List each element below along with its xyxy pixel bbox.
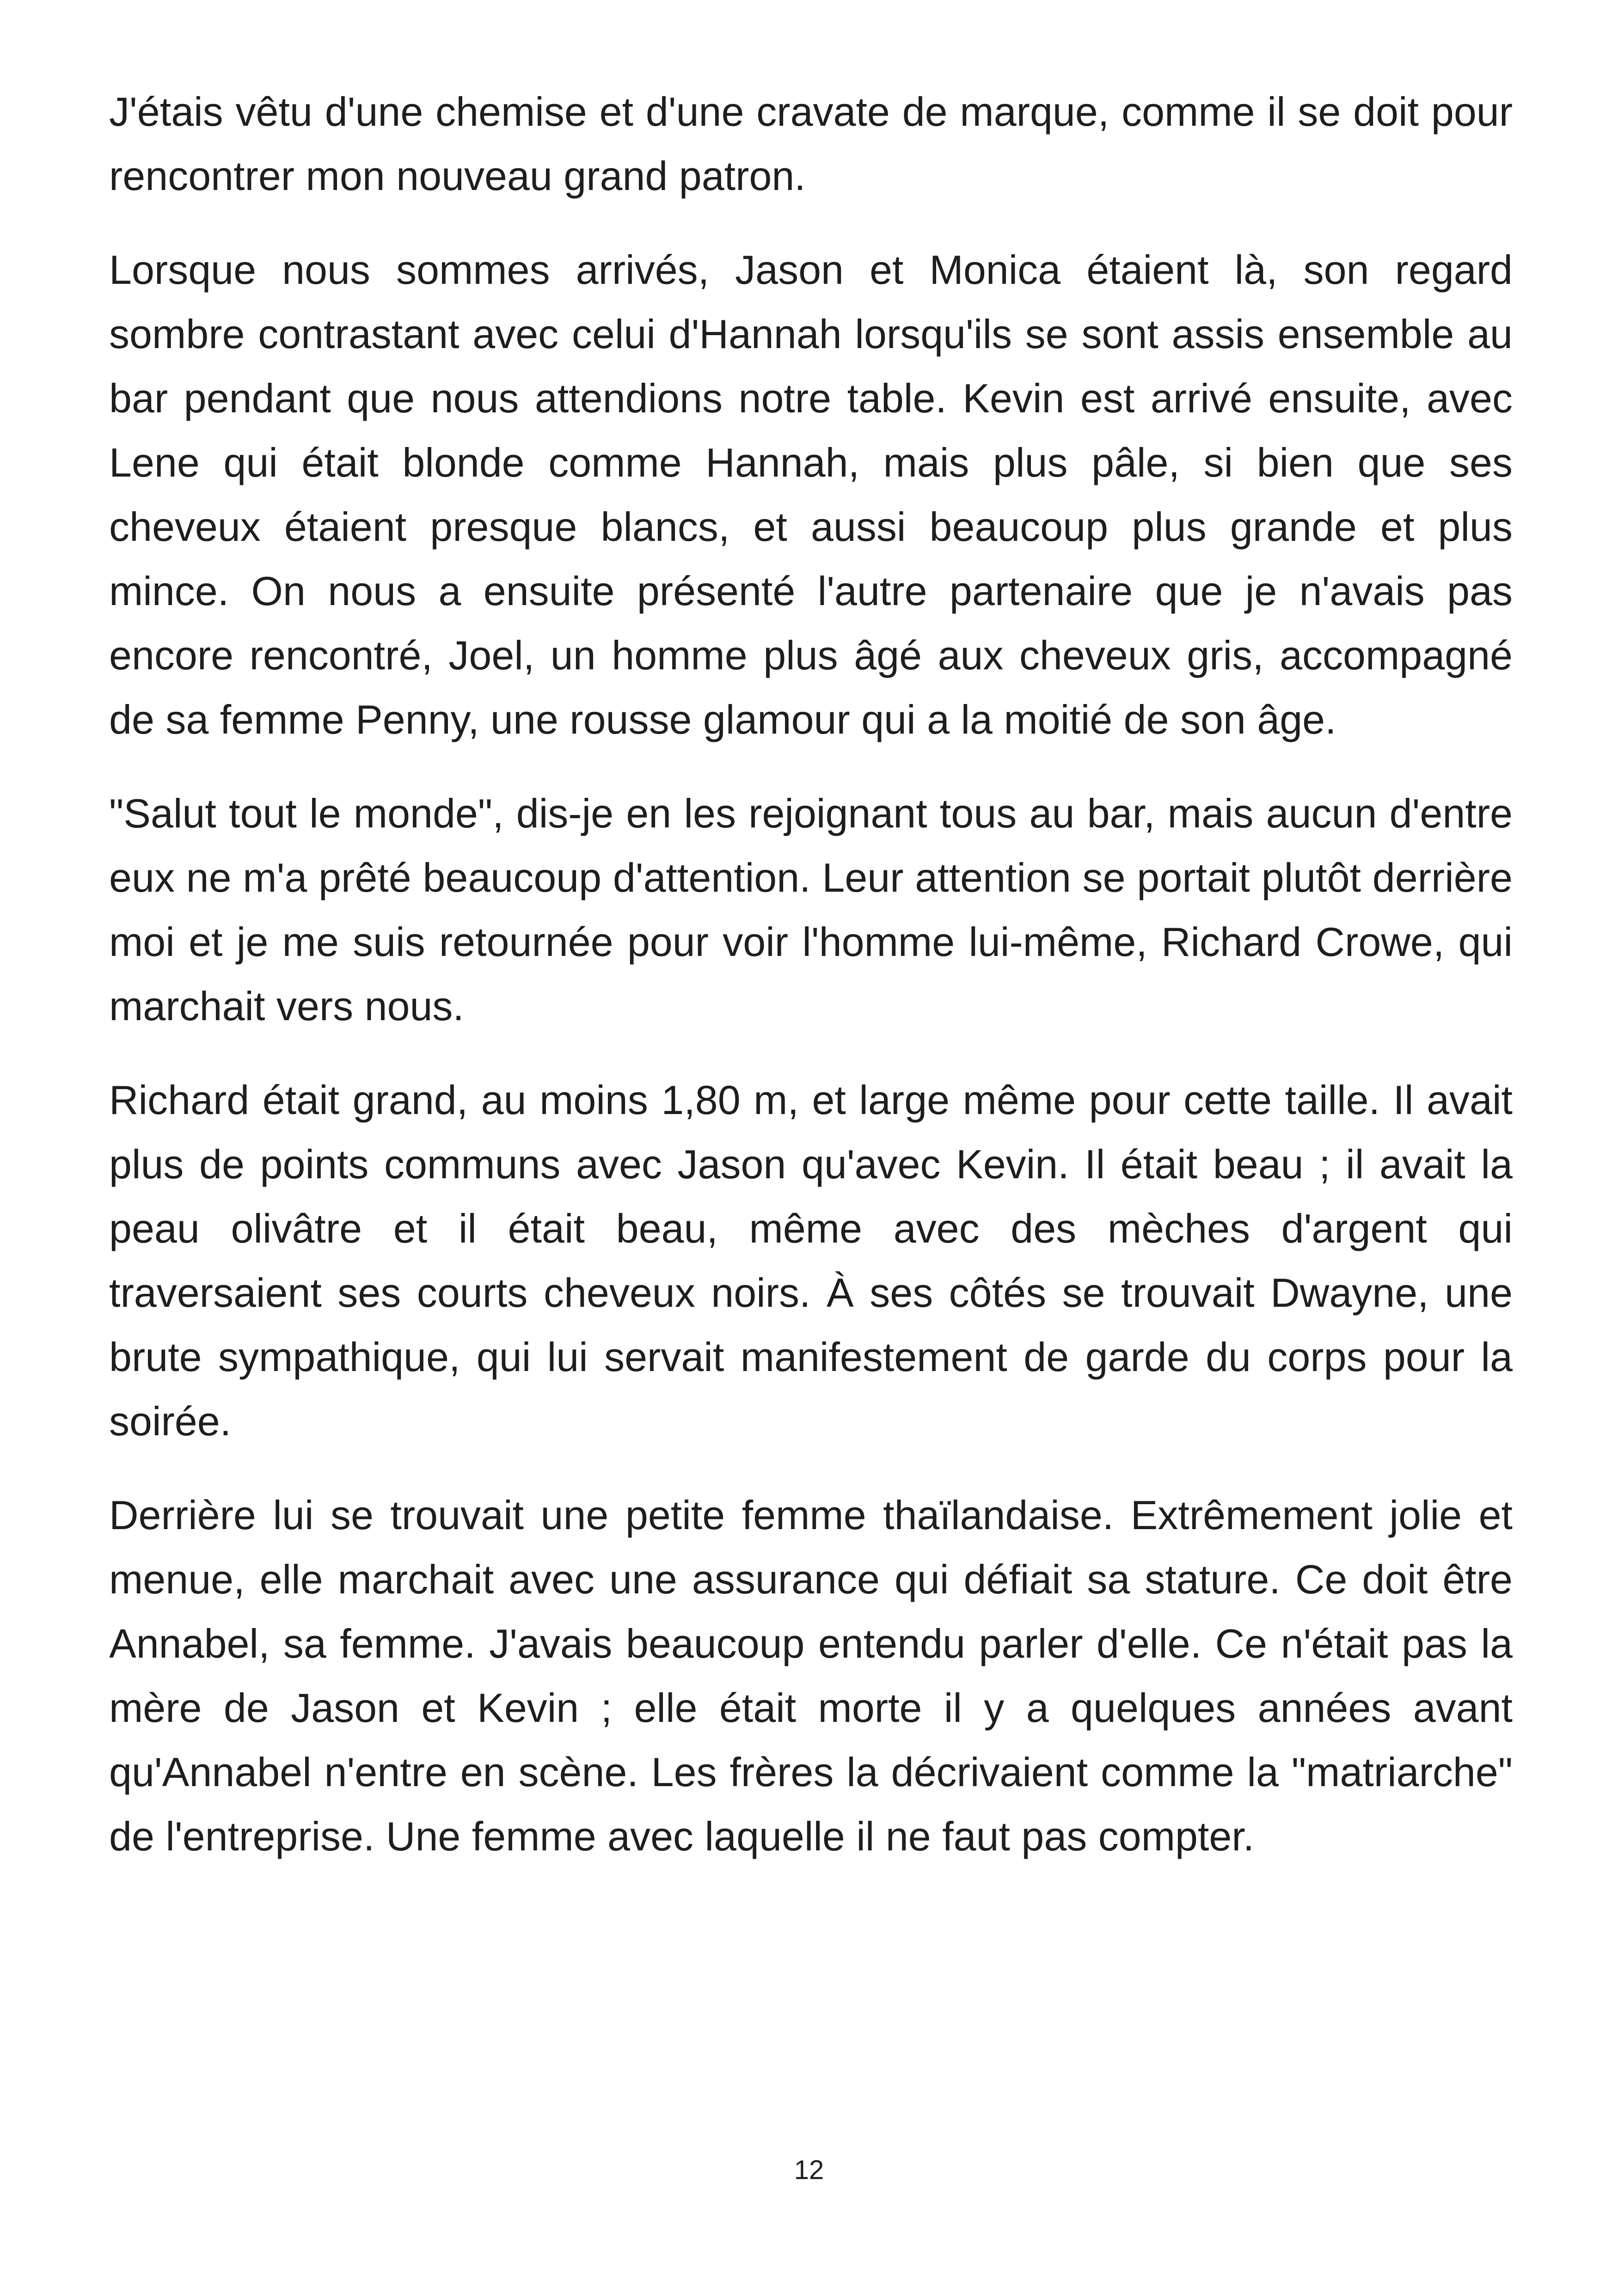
paragraph-2: Lorsque nous sommes arrivés, Jason et Monica étaient là, son regard sombre contrastant avec celui d'Hannah lorsqu'ils se sont assis ensemble au bar pendant que nous attendions notre table. Kevin est arrivé ensuite, avec Lene qui était blonde comme Hannah, mais plus pâle, si bien que ses cheveux étaient presque blancs, et aussi beaucoup plus grande et plus mince. On nous a ensuite présenté l'autre partenaire que je n'avais pas encore rencontré, Joel, un homme plus âgé aux cheveux gris, accompagné de sa femme Penny, une rousse glamour qui a la moitié de son âge. bbox=[109, 247, 1513, 742]
paragraph-5: Derrière lui se trouvait une petite femme thaïlandaise. Extrêmement jolie et menue, elle marchait avec une assurance qui défiait sa stature. Ce doit être Annabel, sa femme. J'avais beaucoup entendu parler d'elle. Ce n'était pas la mère de Jason et Kevin ; elle était morte il y a quelques années avant qu'Annabel n'entre en scène. Les frères la décrivaient comme la "matriarche" de l'entreprise. Une femme avec laquelle il ne faut pas compter. bbox=[109, 1492, 1513, 1859]
paragraph-4: Richard était grand, au moins 1,80 m, et large même pour cette taille. Il avait plus de points communs avec Jason qu'avec Kevin. Il était beau ; il avait la peau olivâtre et il était beau, même avec des mèches d'argent qui traversaient ses courts cheveux noirs. À ses côtés se trouvait Dwayne, une brute sympathique, qui lui servait manifestement de garde du corps pour la soirée. bbox=[109, 1077, 1513, 1444]
body-text bbox=[109, 80, 1513, 1898]
paragraph-3: "Salut tout le monde", dis-je en les rejoignant tous au bar, mais aucun d'entre eux ne m'a prêté beaucoup d'attention. Leur attention se portait plutôt derrière moi et je me suis retournée pour voir l'homme lui-même, Richard Crowe, qui marchait vers nous. bbox=[109, 790, 1513, 1029]
paragraph-1: J'étais vêtu d'une chemise et d'une cravate de marque, comme il se doit pour rencontrer mon nouveau grand patron. bbox=[109, 89, 1513, 199]
page-number: 12 bbox=[794, 2155, 824, 2185]
